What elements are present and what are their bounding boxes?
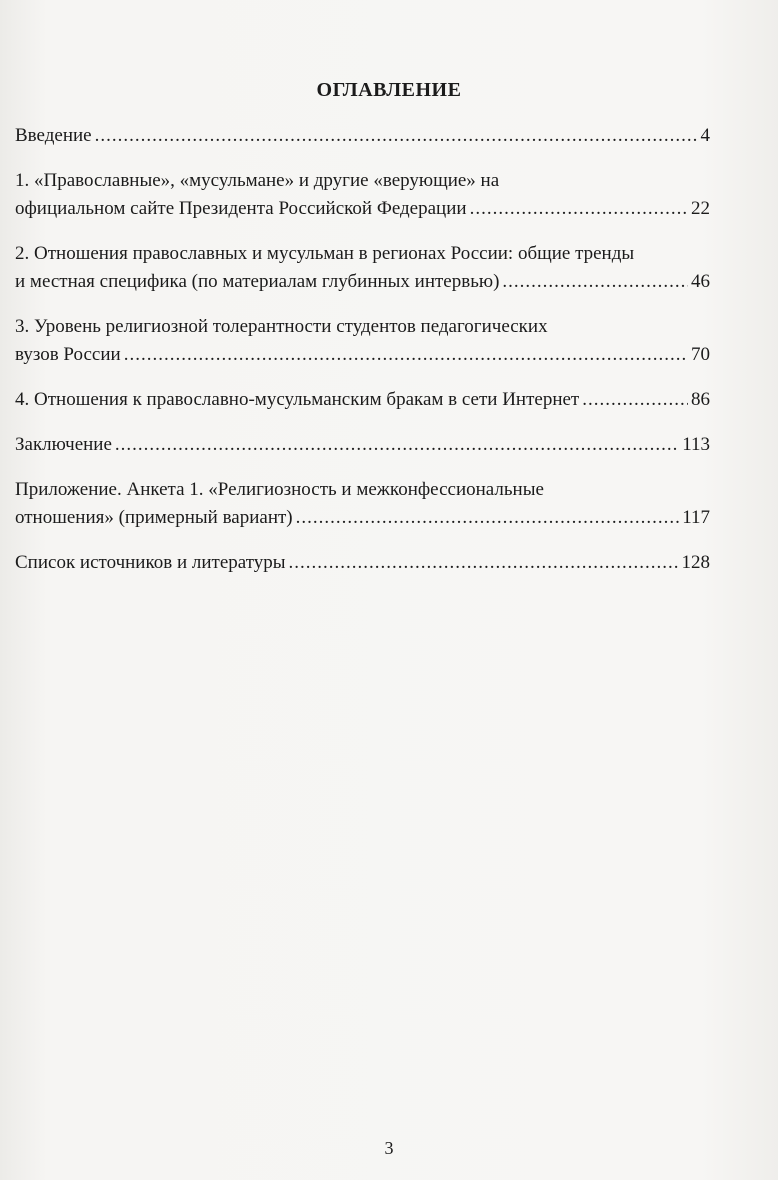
toc-entry-leader-line <box>15 122 710 150</box>
toc-dot-leader <box>582 386 688 414</box>
toc-dot-leader <box>502 268 688 296</box>
toc-entry-leader-line <box>15 504 710 532</box>
toc-page-number: 128 <box>681 552 710 573</box>
toc-page-number: 4 <box>700 125 710 146</box>
toc-entry[interactable] <box>15 549 710 577</box>
toc-page-number: 86 <box>691 389 710 410</box>
table-of-contents <box>15 122 710 594</box>
toc-title: ОГЛАВЛЕНИЕ <box>316 79 462 101</box>
toc-dot-leader <box>124 341 688 369</box>
toc-entry[interactable] <box>15 476 710 532</box>
toc-dot-leader <box>470 195 688 223</box>
toc-dot-leader <box>289 549 679 577</box>
toc-entry-title: Введение <box>15 125 92 146</box>
toc-entry-title: вузов России <box>15 344 121 365</box>
toc-page-number: 117 <box>682 507 710 528</box>
toc-entry-line: 2. Отношения православных и мусульман в регионах России: общие тренды <box>15 243 635 264</box>
toc-entry-line: Приложение. Анкета 1. «Религиозность и межконфессиональные <box>15 479 544 500</box>
toc-entry-leader-line <box>15 268 710 296</box>
toc-entry-line: 1. «Православные», «мусульмане» и другие «верующие» на <box>15 170 500 191</box>
toc-entry[interactable] <box>15 386 710 414</box>
toc-entry[interactable] <box>15 313 710 369</box>
page-number: 3 <box>384 1138 394 1158</box>
toc-entry-leader-line <box>15 341 710 369</box>
toc-page-number: 113 <box>682 434 710 455</box>
toc-entry[interactable] <box>15 240 710 296</box>
toc-page-number: 70 <box>691 344 710 365</box>
toc-dot-leader <box>115 431 679 459</box>
toc-entry[interactable] <box>15 167 710 223</box>
toc-dot-leader <box>95 122 698 150</box>
toc-entry-leader-line <box>15 386 710 414</box>
toc-entry-title: официальном сайте Президента Российской Федерации <box>15 198 467 219</box>
toc-entry-title: Заключение <box>15 434 112 455</box>
toc-entry-title: отношения» (примерный вариант) <box>15 507 293 528</box>
toc-entry-title: и местная специфика (по материалам глубинных интервью) <box>15 271 500 292</box>
toc-page-number: 46 <box>691 271 710 292</box>
toc-entry-title: Список источников и литературы <box>15 552 286 573</box>
toc-entry-leader-line <box>15 549 710 577</box>
toc-dot-leader <box>296 504 680 532</box>
toc-entry-leader-line <box>15 431 710 459</box>
toc-entry-title: 4. Отношения к православно-мусульманским бракам в сети Интернет <box>15 389 580 410</box>
toc-entry-leader-line <box>15 195 710 223</box>
toc-entry-line: 3. Уровень религиозной толерантности студентов педагогических <box>15 316 548 337</box>
toc-page-number: 22 <box>691 198 710 219</box>
toc-entry[interactable] <box>15 431 710 459</box>
toc-entry[interactable] <box>15 122 710 150</box>
